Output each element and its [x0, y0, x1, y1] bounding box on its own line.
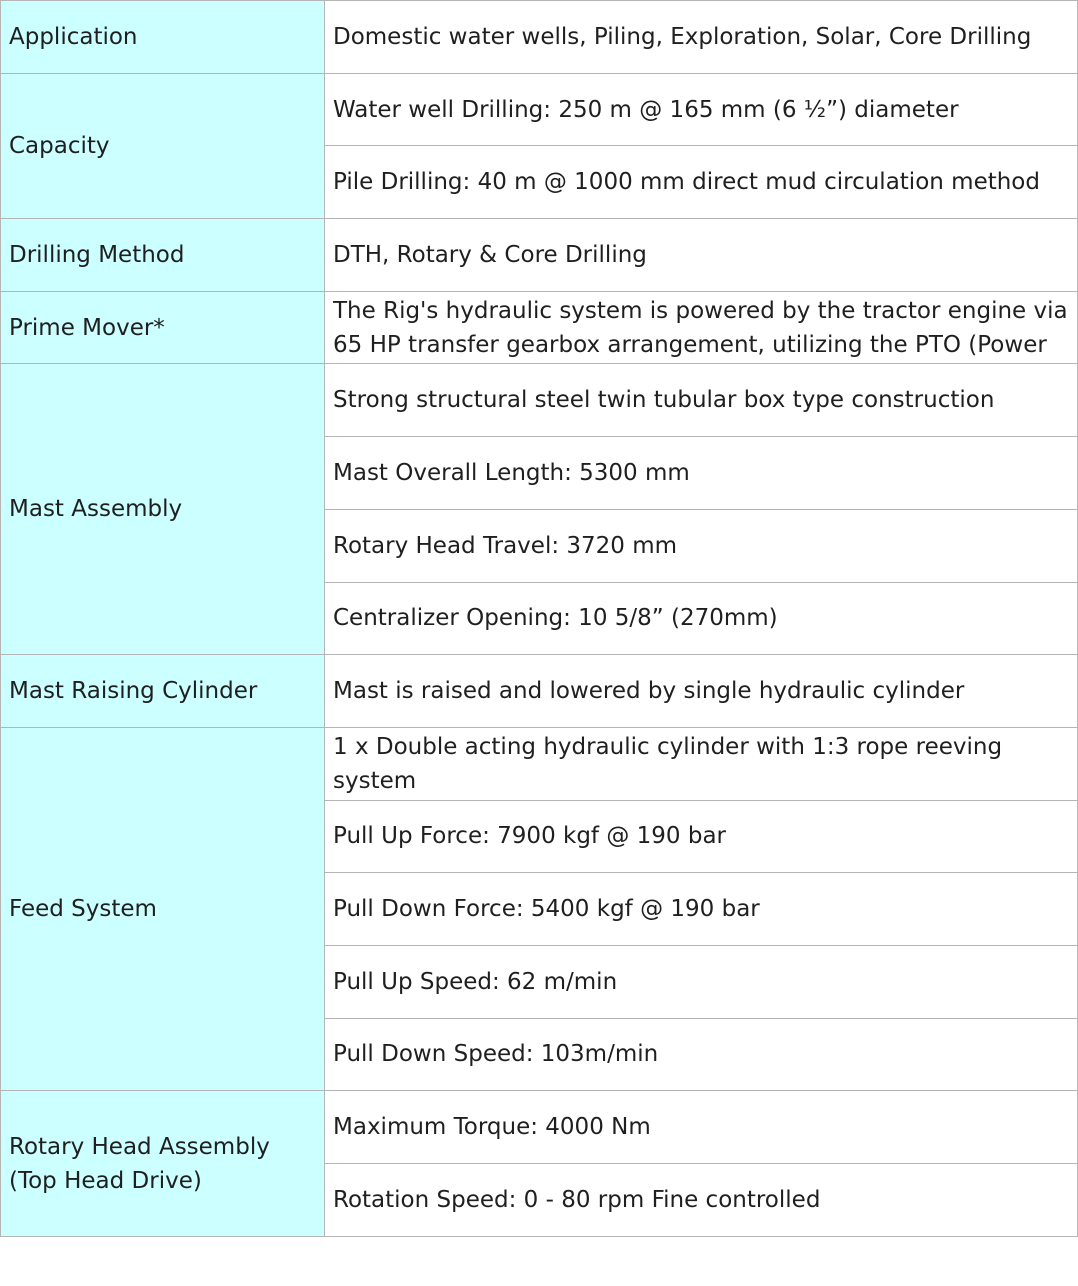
table-row	[1, 1, 1078, 74]
spec-label-feed-system	[1, 727, 325, 1090]
spec-value: Rotation Speed: 0 - 80 rpm Fine controlled	[325, 1164, 1078, 1237]
spec-value: Pull Up Speed: 62 m/min	[325, 945, 1078, 1018]
spec-value: Water well Drilling: 250 m @ 165 mm (6 ½”) diameter	[325, 73, 1078, 146]
spec-value: Domestic water wells, Piling, Exploration, Solar, Core Drilling	[325, 1, 1078, 74]
spec-value: Maximum Torque: 4000 Nm	[325, 1091, 1078, 1164]
spec-label-capacity	[1, 73, 325, 218]
spec-label-mast-raising-cylinder	[1, 655, 325, 728]
spec-label-text: Mast Raising Cylinder	[9, 678, 258, 705]
spec-value: Strong structural steel twin tubular box type construction	[325, 364, 1078, 437]
spec-label-application	[1, 1, 325, 74]
spec-label-mast-assembly	[1, 364, 325, 655]
spec-label-text: Application	[9, 23, 138, 50]
spec-value: Pull Down Force: 5400 kgf @ 190 bar	[325, 873, 1078, 946]
spec-label-drilling-method	[1, 219, 325, 292]
spec-label-text: Feed System	[9, 896, 157, 923]
spec-value: Rotary Head Travel: 3720 mm	[325, 509, 1078, 582]
spec-value: Mast is raised and lowered by single hydraulic cylinder	[325, 655, 1078, 728]
spec-value: Pull Down Speed: 103m/min	[325, 1018, 1078, 1091]
spec-value: Mast Overall Length: 5300 mm	[325, 437, 1078, 510]
spec-label-text: Prime Mover*	[9, 314, 165, 341]
spec-value-cell	[325, 291, 1078, 364]
spec-value: Pile Drilling: 40 m @ 1000 mm direct mud circulation method	[325, 146, 1078, 219]
spec-label-line: (Top Head Drive)	[9, 1167, 202, 1194]
spec-value: DTH, Rotary & Core Drilling	[325, 219, 1078, 292]
spec-label-text: Drilling Method	[9, 241, 185, 268]
table-row	[1, 73, 1078, 146]
table-row	[1, 655, 1078, 728]
table-row	[1, 727, 1078, 800]
spec-label-text: Mast Assembly	[9, 496, 183, 523]
spec-value: The Rig's hydraulic system is powered by the tractor engine via 65 HP transfer gearbox arrangement, utilizing the PTO (Power	[333, 297, 1068, 358]
spec-value: Pull Up Force: 7900 kgf @ 190 bar	[325, 800, 1078, 873]
spec-value-cell	[325, 727, 1078, 800]
spec-label-rotary-head-assembly	[1, 1091, 325, 1236]
spec-label-line: Rotary Head Assembly	[9, 1133, 270, 1160]
table-row	[1, 219, 1078, 292]
spec-label-prime-mover	[1, 291, 325, 364]
spec-label-text: Capacity	[9, 132, 110, 159]
spec-value: 1 x Double acting hydraulic cylinder with 1:3 rope reeving system	[333, 733, 1003, 794]
table-row	[1, 1091, 1078, 1164]
spec-value: Centralizer Opening: 10 5/8” (270mm)	[325, 582, 1078, 655]
table-row	[1, 364, 1078, 437]
table-row	[1, 291, 1078, 364]
